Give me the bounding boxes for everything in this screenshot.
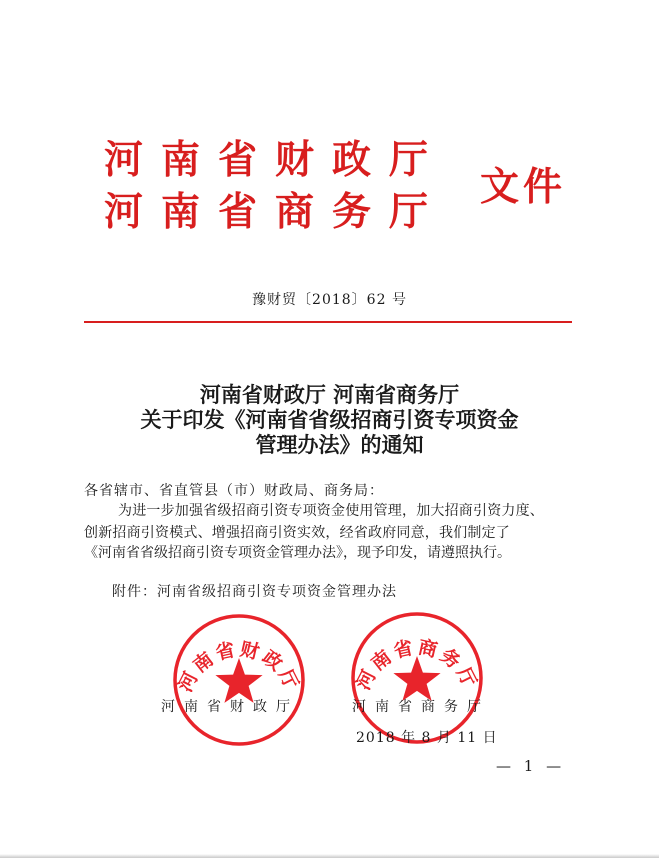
red-divider-line	[84, 321, 572, 323]
paragraph-line-3: 《河南省省级招商引资专项资金管理办法》，现予印发，请遵照执行。	[84, 545, 511, 561]
seal1-text: 河南省财政厅	[174, 638, 304, 696]
seal2-text: 河南省商务厅	[352, 636, 482, 694]
attachment-note: 附件：河南省级招商引资专项资金管理办法	[112, 584, 397, 600]
title-line-1: 河南省财政厅 河南省商务厅	[199, 382, 460, 407]
title-line-2: 关于印发《河南省省级招商引资专项资金	[140, 407, 519, 432]
header-issuer-commerce: 河南省商务厅	[104, 189, 447, 235]
page-number: — 1 —	[496, 757, 566, 775]
signature-commerce-dept: 河南省商务厅	[352, 699, 490, 715]
signature-finance-dept: 河南省财政厅	[161, 699, 299, 715]
salutation: 各省辖市、省直管县（市）财政局、商务局：	[84, 483, 384, 499]
title-line-3: 管理办法》的通知	[255, 432, 424, 457]
paragraph-line-1: 为进一步加强省级招商引资专项资金使用管理，加大招商引资力度、	[118, 503, 544, 519]
issue-date: 2018 年 8 月 11 日	[356, 730, 498, 746]
header-issuer-finance: 河南省财政厅	[104, 137, 447, 183]
document-number: 豫财贸〔2018〕62 号	[252, 292, 407, 308]
header-document-suffix: 文件	[480, 164, 567, 210]
page-bottom-edge	[0, 854, 659, 858]
seal2-star-icon	[393, 656, 440, 701]
finance-dept-seal	[169, 610, 309, 750]
paragraph-line-2: 创新招商引资模式、增强招商引资实效，经省政府同意，我们制定了	[84, 525, 510, 541]
